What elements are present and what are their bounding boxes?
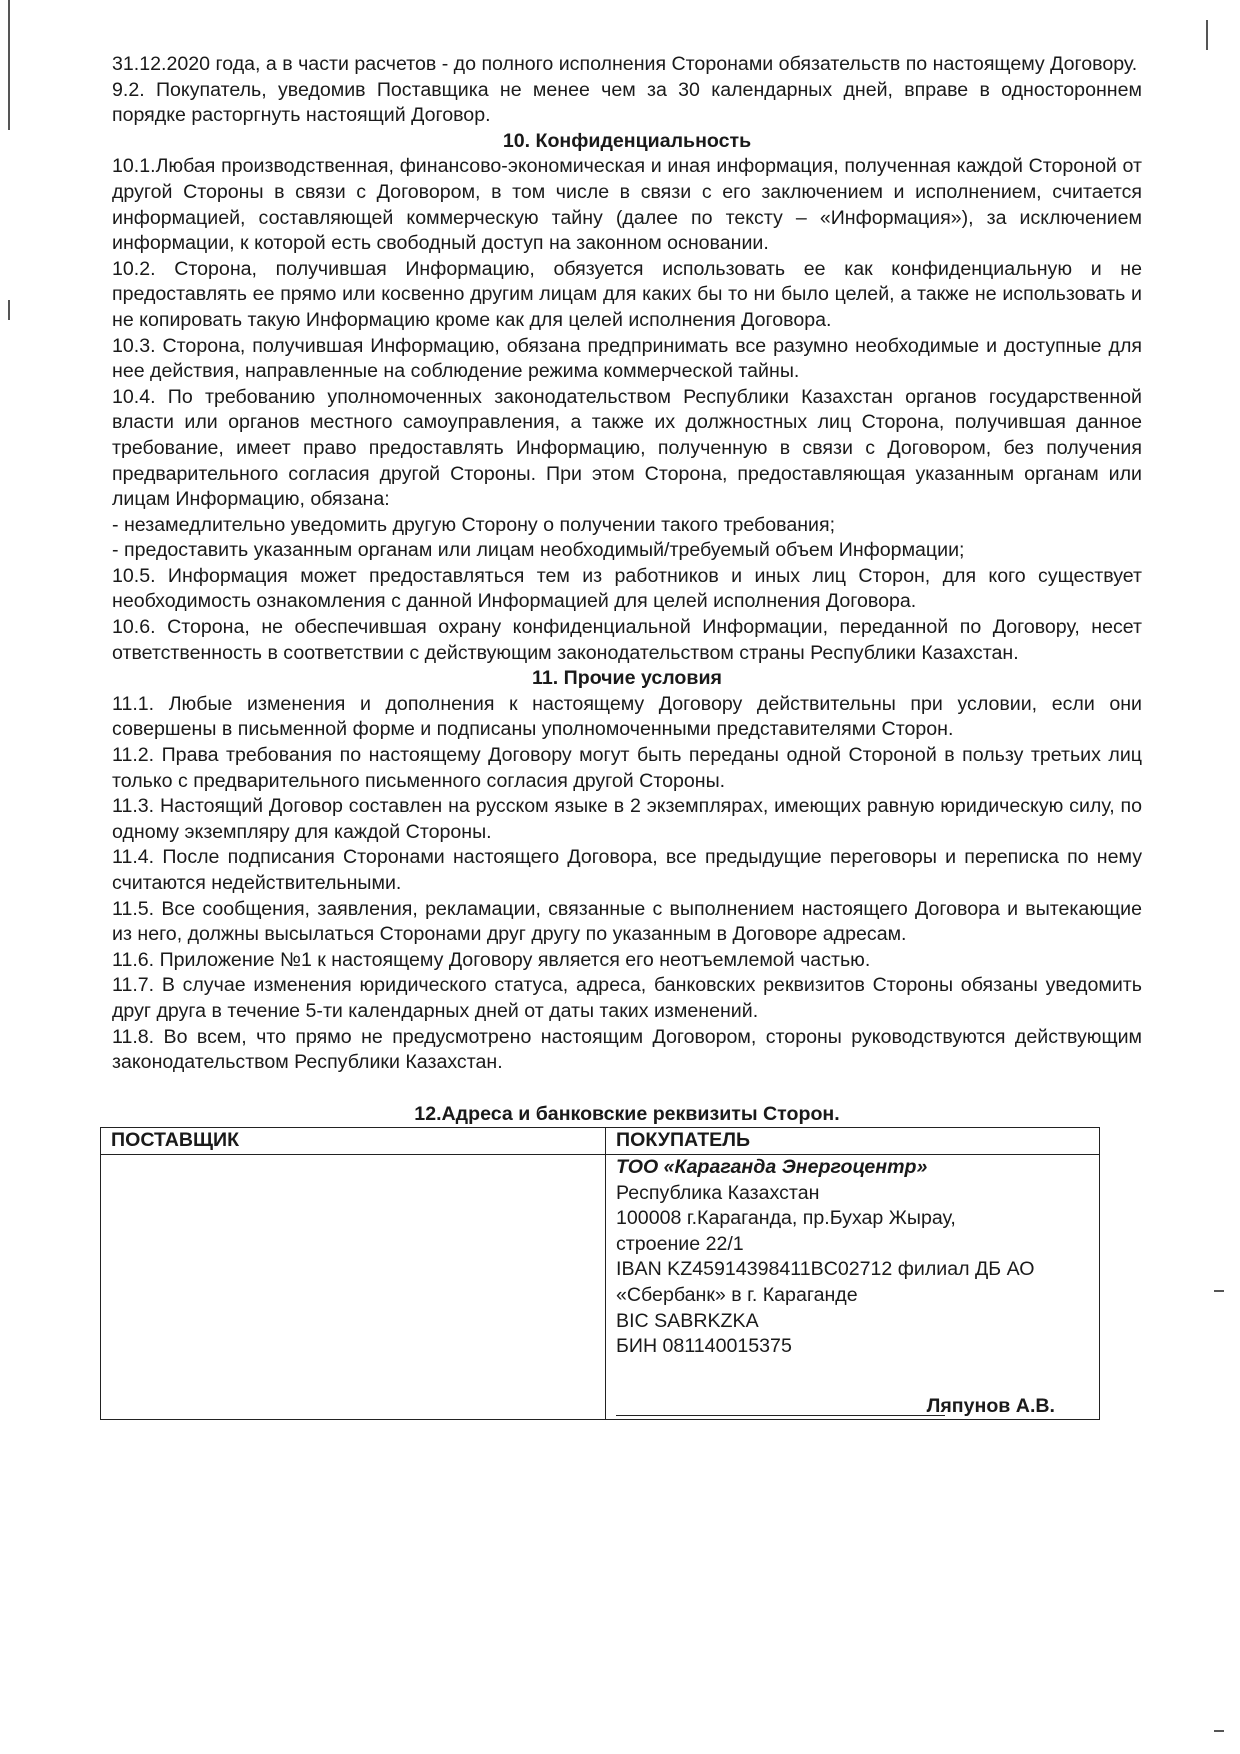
scan-margin-dash	[1214, 1730, 1224, 1732]
paragraph: 11.4. После подписания Сторонами настоящего Договора, все предыдущие переговоры и переписка по нему считаются недействительными.	[112, 846, 1142, 894]
paragraph: 10.5. Информация может предоставляться тем из работников и иных лиц Сторон, для кого существует необходимость ознакомления с данной Информацией для целей исполнения Договора.	[112, 564, 1142, 613]
buyer-country: Республика Казахстан	[616, 1181, 820, 1204]
paragraph: 9.2. Покупатель, уведомив Поставщика не менее чем за 30 календарных дней, вправе в одностороннем порядке расторгнуть настоящий Договор.	[112, 78, 1142, 127]
section-heading: 10. Конфиденциальность	[502, 129, 752, 152]
requisites-heading: 12.Адреса и банковские реквизиты Сторон.	[414, 1102, 840, 1125]
paragraph: 11.2. Права требования по настоящему Договору могут быть переданы одной Стороной в пользу третьих лиц только с предварительного письменного согласия другой Стороны.	[112, 744, 1142, 792]
paragraph: 31.12.2020 года, а в части расчетов - до полного исполнения Сторонами обязательств по настоящему Договору.	[112, 53, 1138, 75]
requisites-table	[100, 1127, 1100, 1420]
paragraph: 11.6. Приложение №1 к настоящему Договору является его неотъемлемой частью.	[112, 948, 871, 971]
document-page	[112, 52, 1142, 1420]
paragraph: 10.6. Сторона, не обеспечившая охрану конфиденциальной Информации, переданной по Договору, несет ответственность в соответствии с действующим законодательством страны Республики Казахстан.	[112, 616, 1142, 664]
paragraph: 11.5. Все сообщения, заявления, рекламации, связанные с выполнением настоящего Договора и вытекающие из него, должны высылаться Сторонами друг другу по указанным в Договоре адресам.	[112, 897, 1142, 946]
paragraph: 10.1.Любая производственная, финансово-экономическая и иная информация, полученная каждой Стороной от другой Стороны в связи с Договором, в том числе в связи с его заключением и исполнением, считается информацией, составляющей коммерческую тайну (далее по тексту – «Информация»), за исключением информации, к которой есть свободный доступ на законном основании.	[112, 155, 1142, 255]
scan-margin-line	[8, 300, 10, 320]
supplier-header: ПОСТАВЩИК	[101, 1128, 606, 1155]
buyer-address: 100008 г.Караганда, пр.Бухар Жырау,	[616, 1207, 956, 1230]
scan-margin-dash	[1206, 20, 1208, 50]
supplier-cell	[101, 1154, 606, 1419]
buyer-org: ТОО «Караганда Энергоцентр»	[616, 1155, 928, 1178]
list-item: - предоставить указанным органам или лицам необходимый/требуемый объем Информации;	[112, 539, 965, 562]
scan-margin-dash	[1214, 1290, 1224, 1292]
paragraph: 10.3. Сторона, получившая Информацию, обязана предпринимать все разумно необходимые и доступные для нее действия, направленные на соблюдение режима коммерческой тайны.	[112, 334, 1142, 383]
buyer-iban: IBAN KZ45914398411BC02712 филиал ДБ АО «Сбербанк» в г. Караганде	[616, 1258, 1035, 1306]
paragraph: 11.8. Во всем, что прямо не предусмотрено настоящим Договором, стороны руководствуются действующим законодательством Республики Казахстан.	[112, 1025, 1142, 1074]
section-heading: 11. Прочие условия	[532, 667, 722, 690]
scan-margin-line	[8, 0, 10, 130]
paragraph: 11.7. В случае изменения юридического статуса, адреса, банковских реквизитов Стороны обязаны уведомить друг друга в течение 5-ти календарных дней от даты таких изменений.	[112, 974, 1142, 1022]
buyer-header: ПОКУПАТЕЛЬ	[606, 1128, 1100, 1155]
paragraph: 11.1. Любые изменения и дополнения к настоящему Договору действительны при условии, если они совершены в письменной форме и подписаны уполномоченными представителями Сторон.	[112, 692, 1142, 741]
paragraph: 10.2. Сторона, получившая Информацию, обязуется использовать ее как конфиденциальную и не предоставлять ее прямо или косвенно другим лицам для каких бы то ни было целей, а также не использовать и не копировать такую Информацию кроме как для целей исполнения Договора.	[112, 257, 1142, 331]
list-item: - незамедлительно уведомить другую Сторону о получении такого требования;	[112, 513, 836, 536]
signatory-name: Ляпунов А.В.	[926, 1394, 1055, 1417]
buyer-bin: БИН 081140015375	[616, 1335, 792, 1358]
signature-underline	[616, 1415, 945, 1416]
buyer-bic: BIC SABRKZKA	[616, 1309, 759, 1332]
buyer-cell	[606, 1154, 1100, 1419]
paragraph: 11.3. Настоящий Договор составлен на русском языке в 2 экземплярах, имеющих равную юридическую силу, по одному экземпляру для каждой Стороны.	[112, 795, 1142, 843]
paragraph: 10.4. По требованию уполномоченных законодательством Республики Казахстан органов государственной власти или органов местного самоуправления, а также их должностных лиц Сторона, получившая данное требование, имеет право предоставлять Информацию, полученную в связи с Договором, без получения предварительного согласия другой Стороны. При этом Сторона, предоставляющая указанным органам или лицам Информацию, обязана:	[112, 385, 1142, 511]
buyer-address-building: строение 22/1	[616, 1232, 744, 1255]
signature-line	[616, 1394, 1095, 1420]
